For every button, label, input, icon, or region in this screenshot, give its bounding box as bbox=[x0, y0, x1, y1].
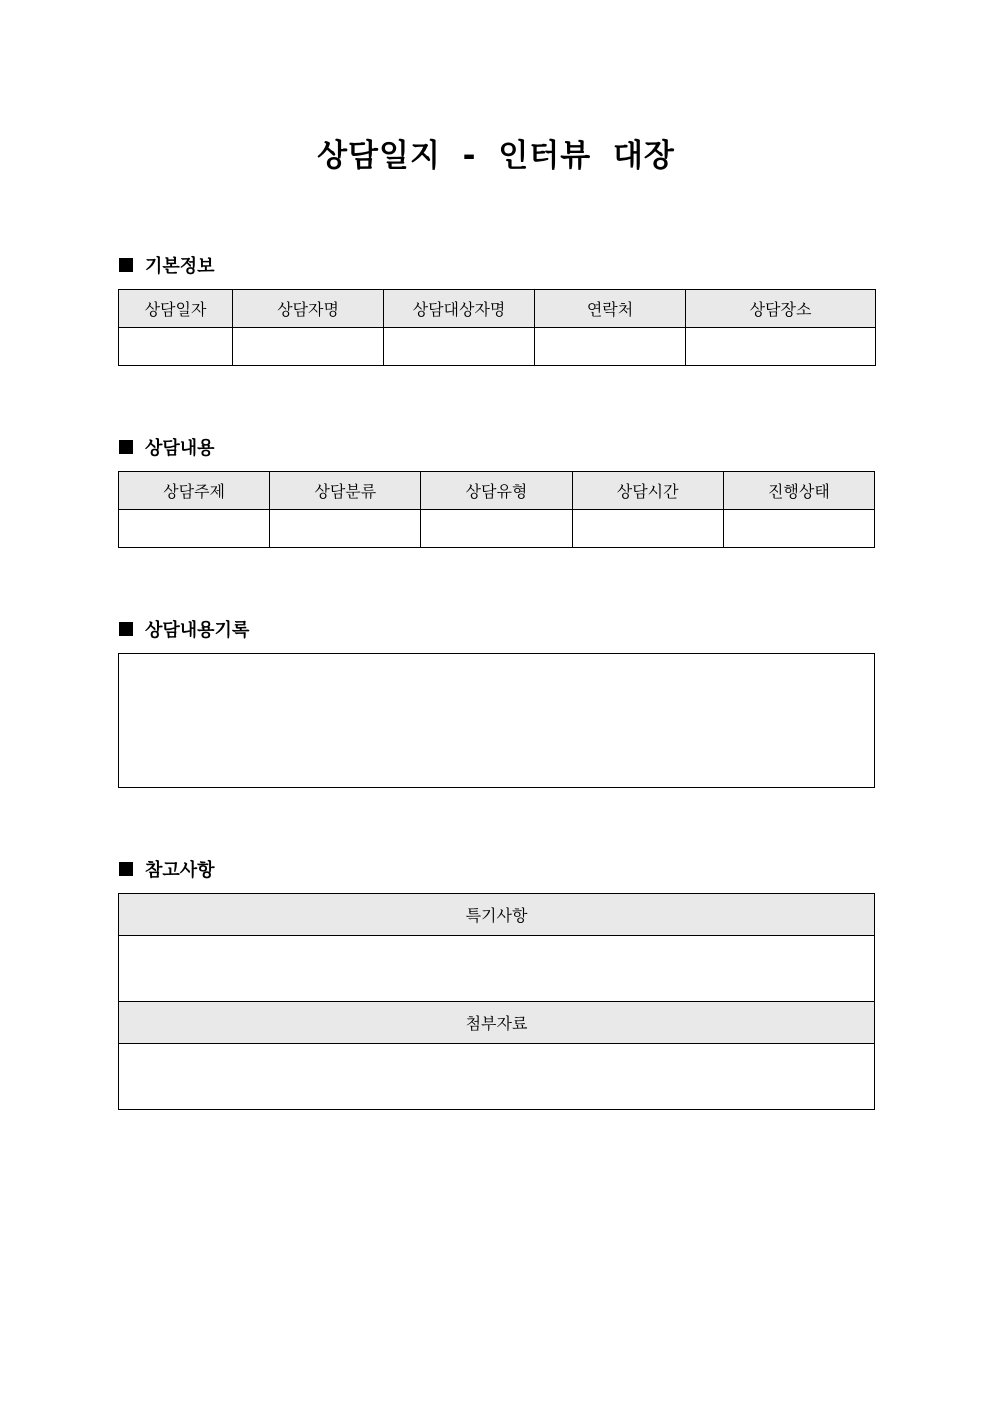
special-notes-header: 특기사항 bbox=[119, 894, 875, 936]
section-heading-label: 상담내용기록 bbox=[145, 620, 250, 641]
table-row bbox=[119, 328, 876, 366]
square-bullet-icon bbox=[119, 440, 133, 454]
location-cell[interactable] bbox=[686, 328, 876, 366]
table-header-row bbox=[119, 472, 875, 510]
table-row bbox=[119, 510, 875, 548]
status-cell[interactable] bbox=[723, 510, 874, 548]
table-row bbox=[119, 936, 875, 1002]
basic-info-table bbox=[118, 289, 876, 366]
reference-table bbox=[118, 893, 875, 1110]
column-header-type: 상담유형 bbox=[421, 472, 572, 510]
column-header-topic: 상담주제 bbox=[119, 472, 270, 510]
consult-content-table bbox=[118, 471, 875, 548]
column-header-location: 상담장소 bbox=[686, 290, 876, 328]
square-bullet-icon bbox=[119, 862, 133, 876]
section-heading-consult-record bbox=[119, 617, 249, 641]
column-header-counselor: 상담자명 bbox=[233, 290, 384, 328]
category-cell[interactable] bbox=[270, 510, 421, 548]
section-heading-label: 참고사항 bbox=[145, 860, 215, 881]
column-header-status: 진행상태 bbox=[723, 472, 874, 510]
special-notes-cell[interactable] bbox=[119, 936, 875, 1002]
contact-cell[interactable] bbox=[535, 328, 686, 366]
section-heading-basic-info bbox=[119, 253, 215, 277]
table-header-row bbox=[119, 894, 875, 936]
consult-record-box[interactable] bbox=[118, 653, 875, 788]
column-header-date: 상담일자 bbox=[119, 290, 233, 328]
client-cell[interactable] bbox=[384, 328, 535, 366]
date-cell[interactable] bbox=[119, 328, 233, 366]
page-title: 상담일지 - 인터뷰 대장 bbox=[317, 138, 675, 174]
column-header-contact: 연락처 bbox=[535, 290, 686, 328]
topic-cell[interactable] bbox=[119, 510, 270, 548]
column-header-time: 상담시간 bbox=[572, 472, 723, 510]
column-header-client: 상담대상자명 bbox=[384, 290, 535, 328]
square-bullet-icon bbox=[119, 622, 133, 636]
attachments-cell[interactable] bbox=[119, 1044, 875, 1110]
attachments-header: 첨부자료 bbox=[119, 1002, 875, 1044]
table-header-row bbox=[119, 1002, 875, 1044]
table-row bbox=[119, 1044, 875, 1110]
table-header-row bbox=[119, 290, 876, 328]
type-cell[interactable] bbox=[421, 510, 572, 548]
counselor-cell[interactable] bbox=[233, 328, 384, 366]
column-header-category: 상담분류 bbox=[270, 472, 421, 510]
square-bullet-icon bbox=[119, 258, 133, 272]
section-heading-consult-content bbox=[119, 435, 215, 459]
section-heading-label: 상담내용 bbox=[145, 438, 215, 459]
section-heading-reference bbox=[119, 857, 215, 881]
time-cell[interactable] bbox=[572, 510, 723, 548]
section-heading-label: 기본정보 bbox=[145, 256, 215, 277]
